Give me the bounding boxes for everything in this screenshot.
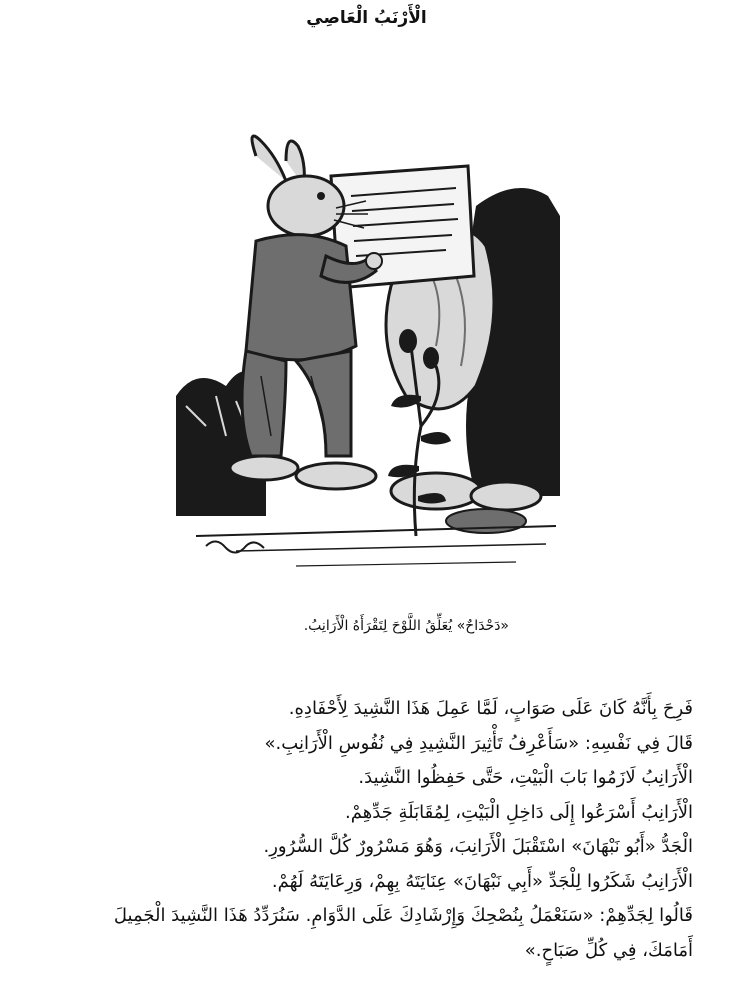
illustration-caption: «دَحْدَاحٌ» يُعَلِّقُ اللَّوْحَ لِتَقْرَأَهُ الْأَرَانِبُ.: [303, 618, 509, 634]
story-line: فَرِحَ بِأَنَّهُ كَانَ عَلَى صَوَابٍ، لَمَّا عَمِلَ هَذَا النَّشِيدَ لِأَحْفَادِهِ.: [288, 698, 693, 719]
story-line: أَمَامَكَ، فِي كُلِّ صَبَاحٍ.»: [524, 939, 693, 961]
story-line: الْجَدُّ «أَبُو نَبْهَانَ» اسْتَقْبَلَ الْأَرَانِبَ، وَهُوَ مَسْرُورٌ كُلَّ السُّرُورِ.: [263, 836, 693, 857]
story-line: قَالَ فِي نَفْسِهِ: «سَأَعْرِفُ تَأْثِيرَ النَّشِيدِ فِي نُفُوسِ الْأَرَانِبِ.»: [264, 732, 693, 754]
story-line: الْأَرَانِبُ لَازَمُوا بَابَ الْبَيْتِ، حَتَّى حَفِظُوا النَّشِيدَ.: [358, 767, 693, 788]
page-title: الْأَرْنَبُ الْعَاصِي: [306, 8, 427, 28]
story-line: قَالُوا لِجَدِّهِمْ: «سَنَعْمَلُ بِنُصْحِكَ وَإِرْشَادِكَ عَلَى الدَّوَامِ. سَنُرَدِّدُ هَذَا النَّشِيدَ الْجَمِيلَ: [113, 905, 693, 926]
story-line: الْأَرَانِبُ شَكَرُوا لِلْجَدِّ «أَبِي نَبْهَانَ» عِنَايَتَهُ بِهِمْ، وَرِعَايَتَهُ لَهُمْ.: [271, 870, 693, 892]
story-text: [33, 692, 693, 968]
story-line: الْأَرَانِبُ أَسْرَعُوا إِلَى دَاخِلِ الْبَيْتِ، لِمُقَابَلَةِ جَدِّهِمْ.: [345, 801, 693, 823]
rabbit-hanging-sign-illustration: [176, 96, 560, 586]
